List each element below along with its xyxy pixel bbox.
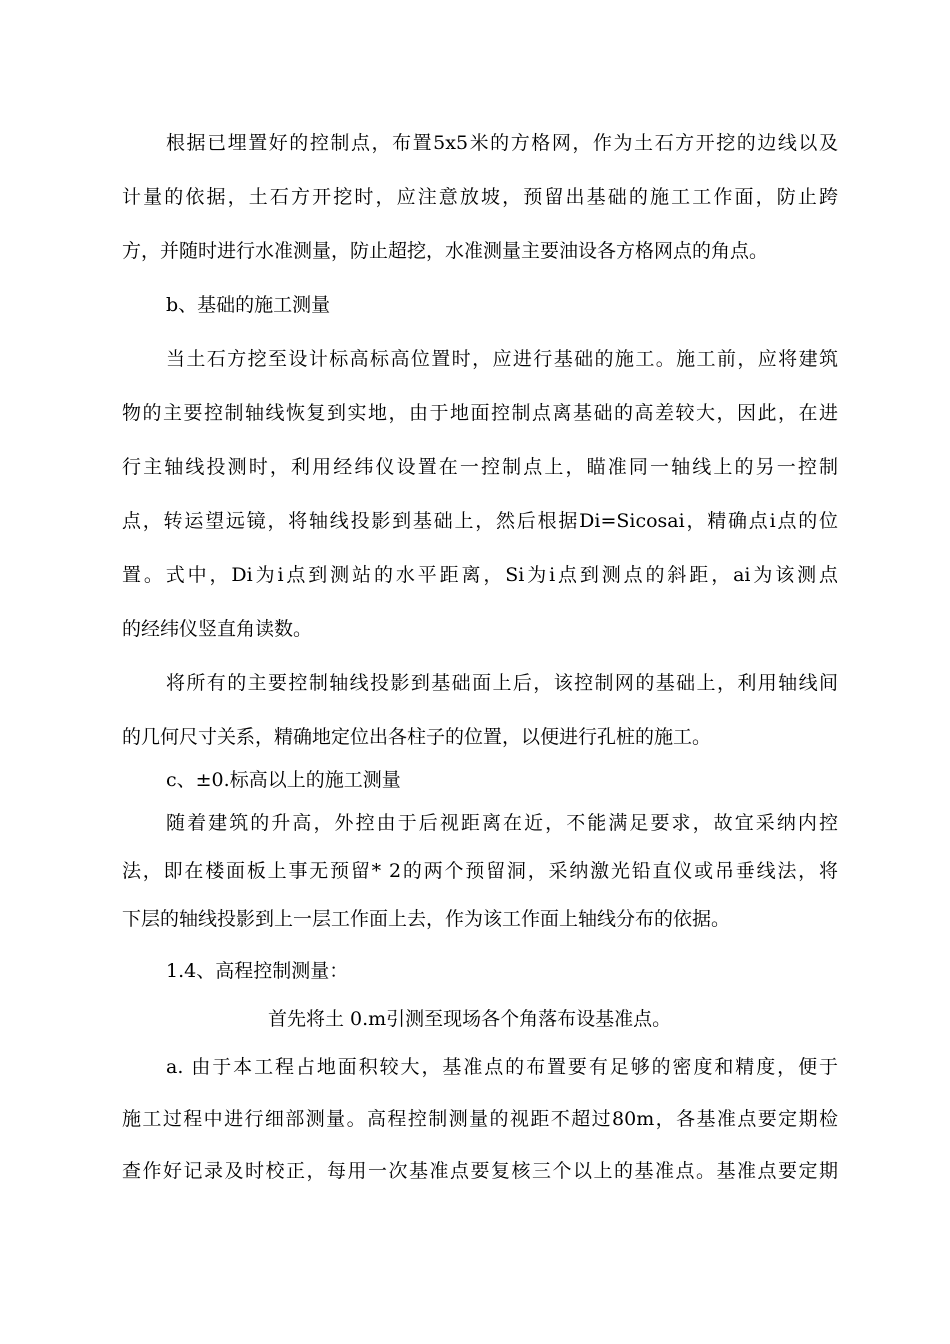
paragraph-line: 法，即在楼面板上事无预留* 2的两个预留洞，采纳激光铅直仪或吊垂线法，将	[122, 860, 838, 882]
section-heading: 1.4、高程控制测量：	[166, 960, 349, 982]
paragraph-line: 随着建筑的升高，外控由于后视距离在近，不能满足要求，故宜采纳内控	[166, 812, 838, 834]
paragraph-line: 根据已埋置好的控制点，布置5x5米的方格网，作为土石方开挖的边线以及	[166, 132, 838, 154]
paragraph-line: 的经纬仪竖直角读数。	[122, 618, 313, 640]
paragraph-line: 物的主要控制轴线恢复到实地，由于地面控制点离基础的高差较大，因此，在进	[122, 402, 838, 424]
paragraph-line: 行主轴线投测时，利用经纬仪设置在一控制点上，瞄准同一轴线上的另一控制	[122, 456, 838, 478]
paragraph-line: 计量的依据，土石方开挖时，应注意放坡，预留出基础的施工工作面，防止跨	[122, 186, 838, 208]
paragraph-line: 施工过程中进行细部测量。高程控制测量的视距不超过80m，各基准点要定期检	[122, 1108, 838, 1130]
section-heading: b、基础的施工测量	[166, 294, 331, 316]
paragraph-line: 查作好记录及时校正，每用一次基准点要复核三个以上的基准点。基准点要定期	[122, 1160, 838, 1182]
paragraph-line: 方，并随时进行水准测量，防止超挖，水准测量主要油设各方格网点的角点。	[122, 240, 769, 262]
paragraph-line: 下层的轴线投影到上一层工作面上去，作为该工作面上轴线分布的依据。	[122, 908, 731, 930]
paragraph-line: 置。式中，Di为i点到测站的水平距离，Si为i点到测点的斜距，ai为该测点	[122, 564, 838, 586]
paragraph-line: 将所有的主要控制轴线投影到基础面上后，该控制网的基础上，利用轴线间	[166, 672, 838, 694]
paragraph-line: a. 由于本工程占地面积较大，基准点的布置要有足够的密度和精度，便于	[166, 1056, 838, 1078]
paragraph-line: 点，转运望远镜，将轴线投影到基础上，然后根据Di=Sicosai，精确点i点的位	[122, 510, 838, 532]
paragraph-line: 首先将土 0.m引测至现场各个角落布设基准点。	[268, 1008, 672, 1030]
paragraph-line: 的几何尺寸关系，精确地定位出各柱子的位置，以便进行孔桩的施工。	[122, 726, 712, 748]
section-heading: c、±0.标高以上的施工测量	[166, 769, 401, 791]
paragraph-line: 当土石方挖至设计标高标高位置时，应进行基础的施工。施工前，应将建筑	[166, 348, 838, 370]
